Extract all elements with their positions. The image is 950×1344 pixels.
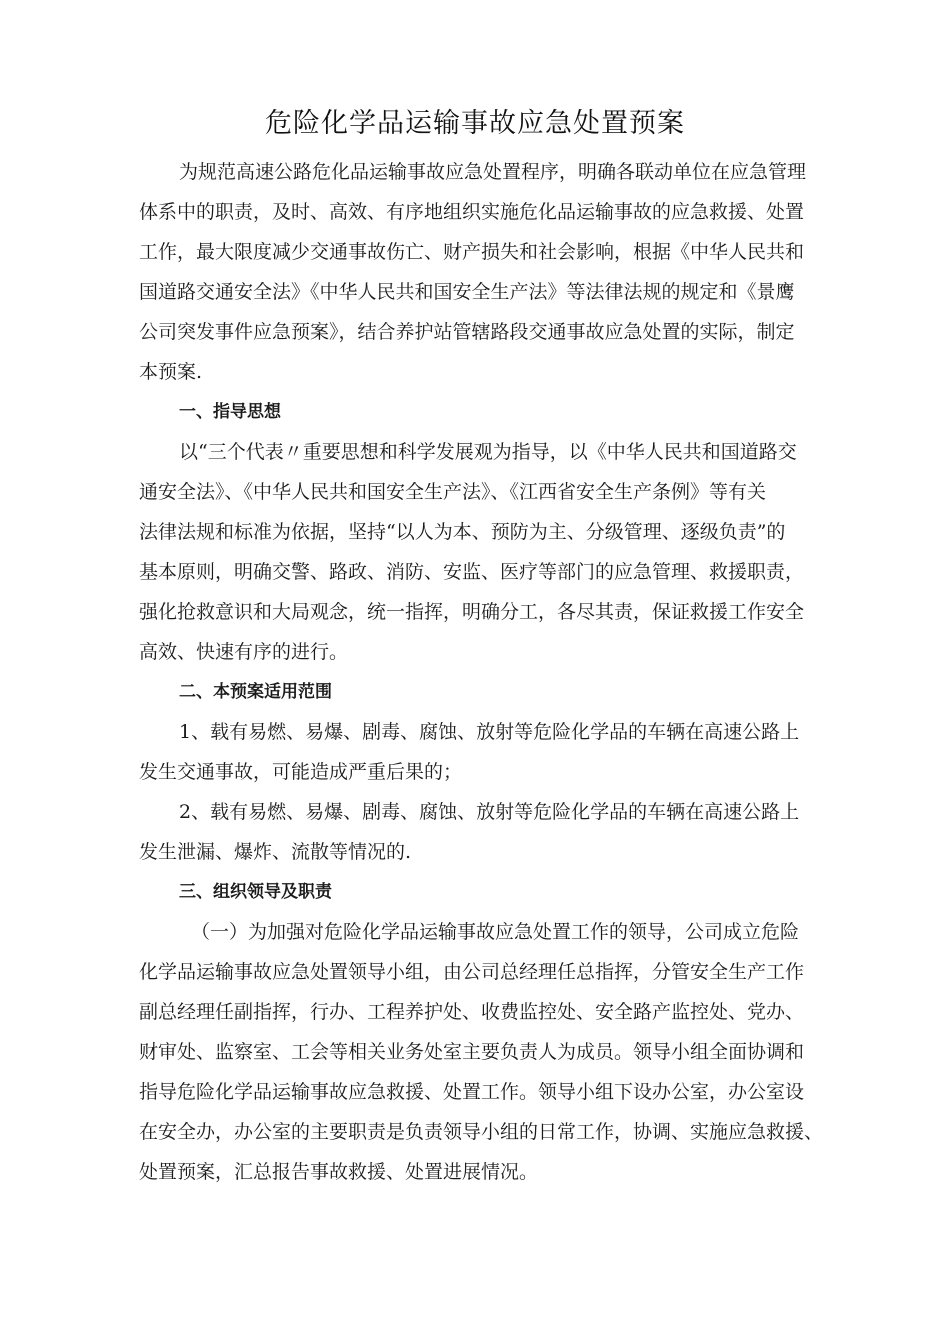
text-line: （一）为加强对危险化学品运输事故应急处置工作的领导，公司成立危险 — [191, 921, 800, 943]
text-line: 处置预案，汇总报告事故救援、处置进展情况。 — [139, 1161, 539, 1183]
text-line: 本预案. — [139, 361, 203, 383]
document-title: 危险化学品运输事故应急处置预案 — [265, 108, 685, 139]
text-line: 2、载有易燃、易爆、剧毒、腐蚀、放射等危险化学品的车辆在高速公路上 — [179, 801, 800, 823]
section-heading: 二、本预案适用范围 — [179, 682, 332, 702]
section-heading: 一、指导思想 — [179, 402, 281, 422]
text-line: 发生泄漏、爆炸、流散等情况的. — [139, 841, 412, 863]
text-line: 发生交通事故，可能造成严重后果的； — [139, 761, 463, 783]
text-line: 体系中的职责，及时、高效、有序地组织实施危化品运输事故的应急救援、处置 — [139, 201, 805, 223]
text-line: 国道路交通安全法》《中华人民共和国安全生产法》等法律法规的规定和《景鹰 — [139, 281, 795, 303]
text-line: 工作，最大限度减少交通事故伤亡、财产损失和社会影响，根据《中华人民共和 — [139, 241, 805, 263]
text-line: 指导危险化学品运输事故应急救援、处置工作。领导小组下设办公室，办公室设 — [139, 1081, 805, 1103]
text-line: 法律法规和标准为依据，坚持“以人为本、预防为主、分级管理、逐级负责”的 — [139, 521, 786, 543]
text-line: 1、载有易燃、易爆、剧毒、腐蚀、放射等危险化学品的车辆在高速公路上 — [179, 721, 800, 743]
text-line: 公司突发事件应急预案》，结合养护站管辖路段交通事故应急处置的实际，制定 — [139, 321, 795, 343]
document-body — [139, 152, 829, 1192]
text-line: 以“三个代表〃重要思想和科学发展观为指导，以《中华人民共和国道路交 — [179, 441, 797, 463]
text-line: 强化抢救意识和大局观念，统一指挥，明确分工，各尽其责，保证救援工作安全 — [139, 601, 805, 623]
text-line: 为规范高速公路危化品运输事故应急处置程序，明确各联动单位在应急管理 — [179, 161, 807, 183]
section-heading: 三、组织领导及职责 — [179, 882, 332, 902]
text-line: 通安全法》、《中华人民共和国安全生产法》、《江西省安全生产条例》等有关 — [139, 481, 767, 503]
text-line: 财审处、监察室、工会等相关业务处室主要负责人为成员。领导小组全面协调和 — [139, 1041, 805, 1063]
text-line: 副总经理任副指挥，行办、工程养护处、收费监控处、安全路产监控处、党办、 — [139, 1001, 805, 1023]
text-line: 高效、快速有序的进行。 — [139, 641, 349, 663]
text-line: 基本原则，明确交警、路政、消防、安监、医疗等部门的应急管理、救援职责， — [139, 561, 805, 583]
text-line: 在安全办，办公室的主要职责是负责领导小组的日常工作，协调、实施应急救援、 — [139, 1121, 824, 1143]
text-line: 化学品运输事故应急处置领导小组，由公司总经理任总指挥，分管安全生产工作 — [139, 961, 805, 983]
